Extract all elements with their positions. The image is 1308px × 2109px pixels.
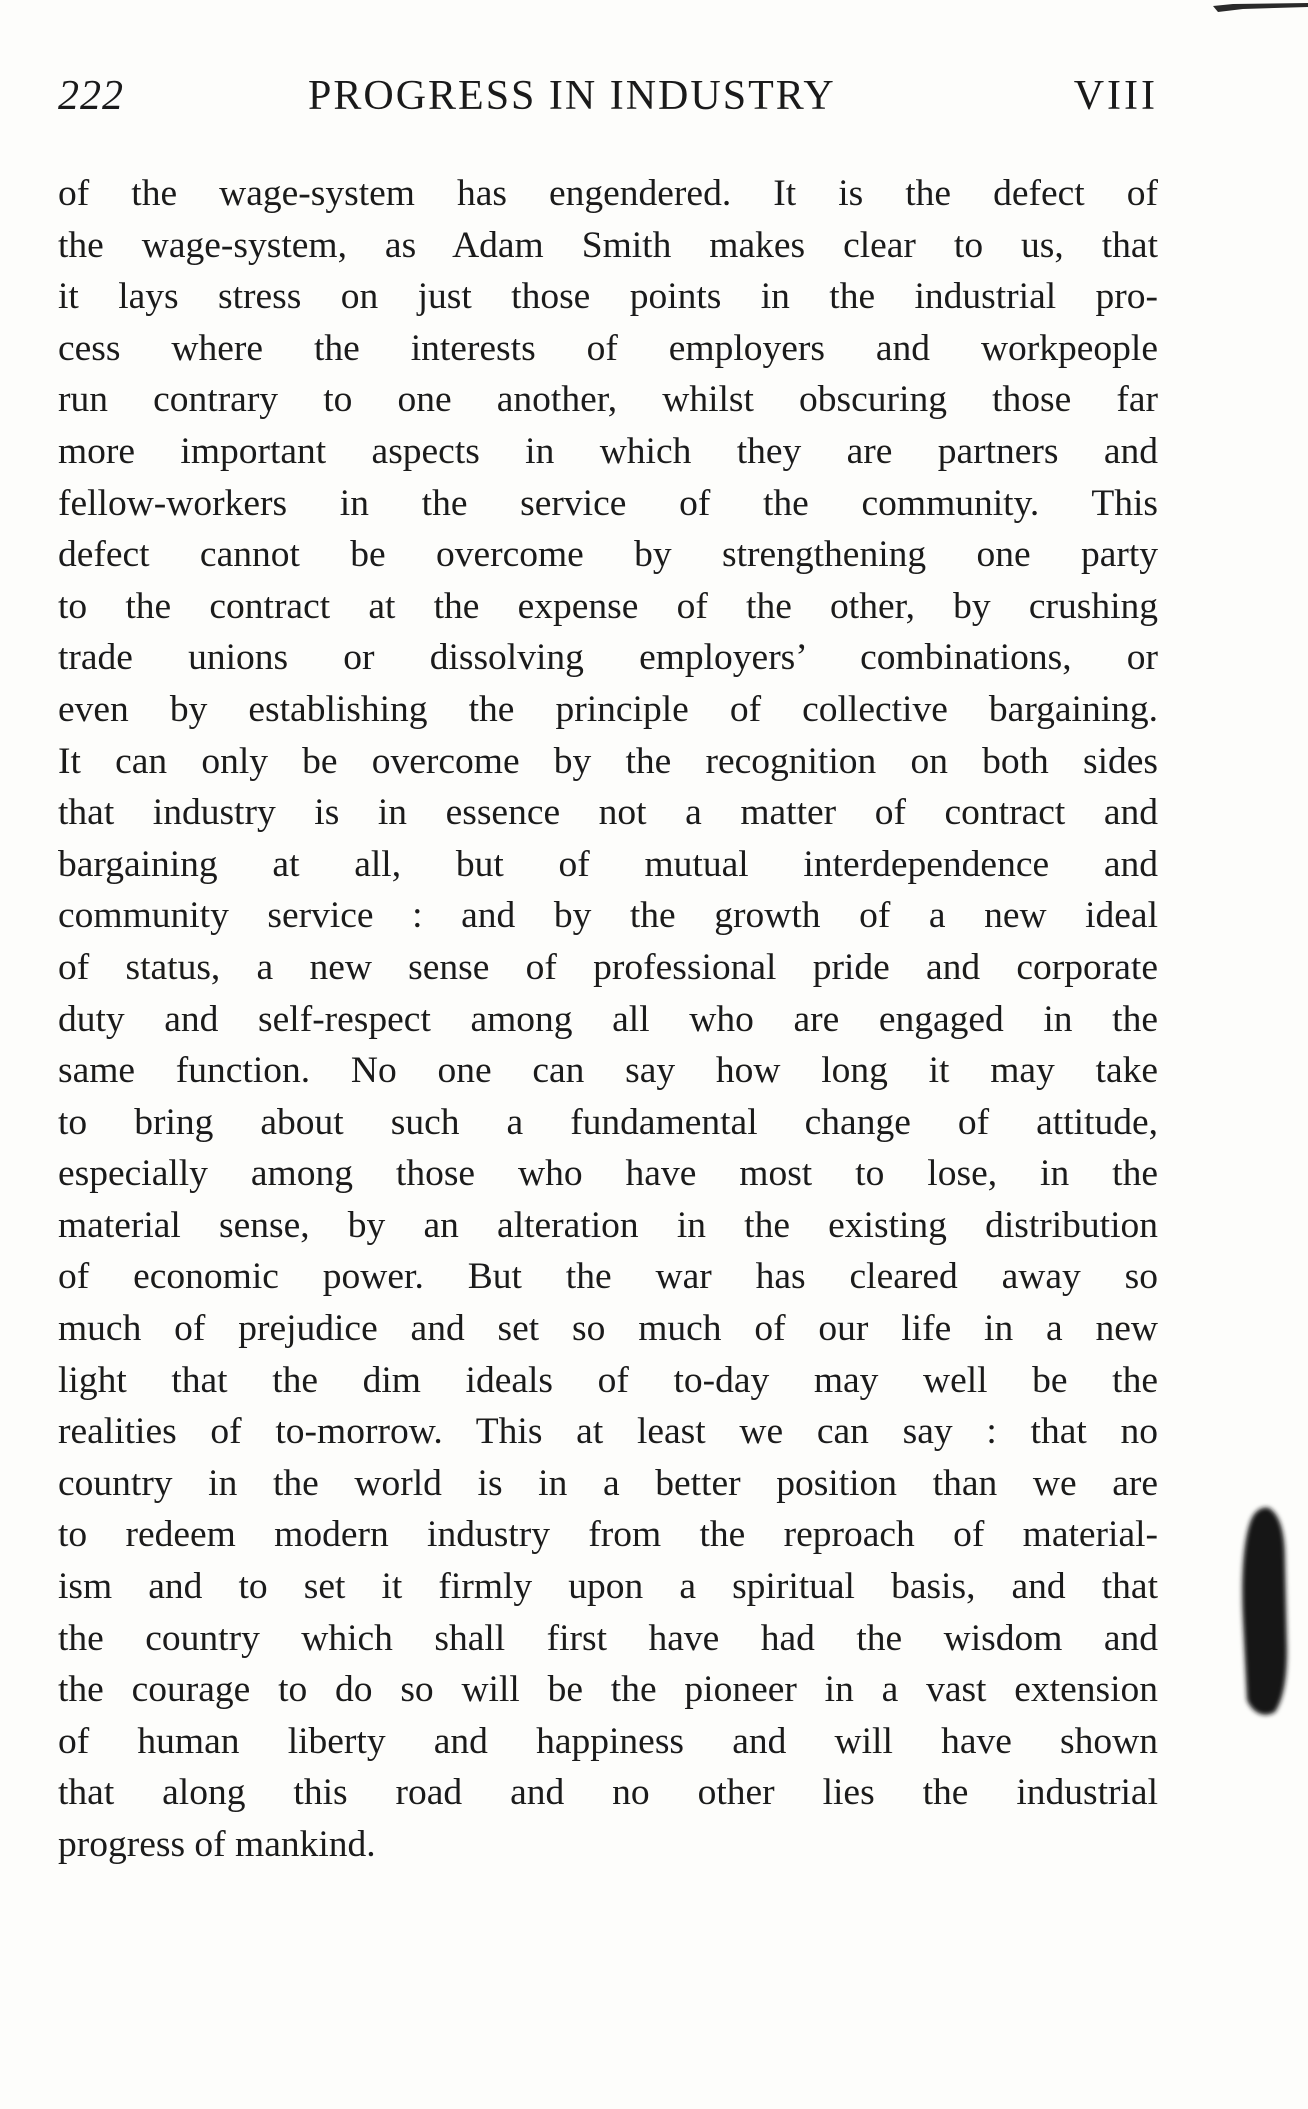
text-line: the wage-system, as Adam Smith makes clear to us, that <box>58 224 1158 266</box>
text-line: ism and to set it firmly upon a spiritual basis, and that <box>58 1566 1158 1608</box>
running-head <box>58 72 1158 132</box>
text-line: of human liberty and happiness and will have shown <box>58 1720 1158 1762</box>
text-line: of economic power. But the war has cleared away so <box>58 1256 1158 1298</box>
text-line: run contrary to one another, whilst obscuring those far <box>58 379 1158 421</box>
text-line: especially among those who have most to lose, in the <box>58 1153 1158 1195</box>
text-line: that industry is in essence not a matter of contract and <box>58 792 1158 834</box>
text-line: fellow-workers in the service of the community. This <box>58 482 1158 524</box>
text-line: bargaining at all, but of mutual interdependence and <box>58 843 1158 885</box>
text-line: country in the world is in a better position than we are <box>58 1462 1158 1504</box>
text-line: that along this road and no other lies the industrial <box>58 1772 1158 1814</box>
text-line: trade unions or dissolving employers’ combinations, or <box>58 637 1158 679</box>
text-line: the country which shall first have had the wisdom and <box>58 1617 1158 1659</box>
text-line: cess where the interests of employers and workpeople <box>58 327 1158 369</box>
text-line: even by establishing the principle of collective bargaining. <box>58 688 1158 730</box>
chapter-number: VIII <box>1073 73 1158 119</box>
text-line: to the contract at the expense of the other, by crushing <box>58 585 1158 627</box>
text-line: to bring about such a fundamental change of attitude, <box>58 1101 1158 1143</box>
text-line: same function. No one can say how long it may take <box>58 1050 1158 1092</box>
margin-ink-smudge <box>1235 1500 1295 1720</box>
text-line: the courage to do so will be the pioneer in a vast extension <box>58 1669 1158 1711</box>
text-line: of status, a new sense of professional pride and corporate <box>58 946 1158 988</box>
text-line-last: progress of mankind. <box>58 1824 376 1865</box>
page-number: 222 <box>58 73 124 119</box>
text-line: material sense, by an alteration in the existing distribution <box>58 1204 1158 1246</box>
text-line: to redeem modern industry from the reproach of material- <box>58 1514 1158 1556</box>
text-line: light that the dim ideals of to-day may well be the <box>58 1359 1158 1401</box>
text-line: It can only be overcome by the recognition on both sides <box>58 740 1158 782</box>
text-line: it lays stress on just those points in the industrial pro- <box>58 276 1158 318</box>
text-line: of the wage-system has engendered. It is the defect of <box>58 173 1158 214</box>
text-line: more important aspects in which they are partners and <box>58 430 1158 472</box>
text-line: duty and self-respect among all who are engaged in the <box>58 998 1158 1040</box>
text-line: much of prejudice and set so much of our life in a new <box>58 1308 1158 1350</box>
body-paragraph <box>58 168 1158 1871</box>
text-line: realities of to-morrow. This at least we can say : that no <box>58 1411 1158 1453</box>
running-title: PROGRESS IN INDUSTRY <box>308 73 836 119</box>
scan-edge-mark <box>1213 0 1308 14</box>
text-line: defect cannot be overcome by strengthening one party <box>58 534 1158 576</box>
text-line: community service : and by the growth of a new ideal <box>58 895 1158 937</box>
